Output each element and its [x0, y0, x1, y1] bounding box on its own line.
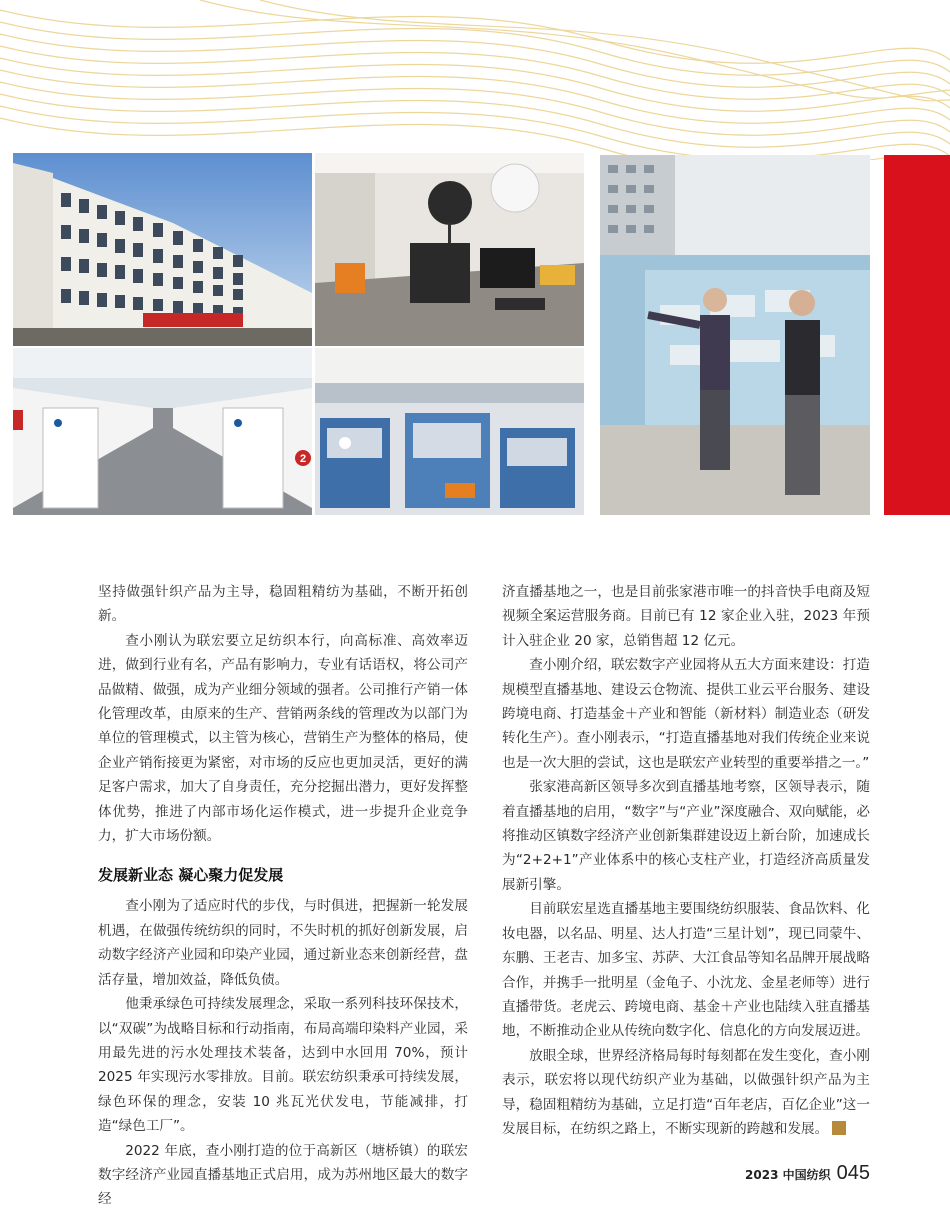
- paragraph-text: 查小刚认为联宏要立足纺织本行，向高标准、高效率迈进，做到行业有名，产品有影响力，专业有话语权，将公司产品做精、做强，成为产业细分领域的强者。公司推行产销一体化管理改革，由原来的生产、营销两条线的管理改为以部门为单位的管理模式，以主管为核心，营销生产为整体的格局，使企业产销衔接更为紧密，对市场的反应也更加灵活，更好的满足客户需求，加大了自身责任，充分挖掘出潜力，更好发挥整体优势，推进了内部市场化运作模式，进一步提升企业竞争力，扩大市场份额。: [98, 632, 468, 845]
- office-building-photo: [13, 153, 312, 346]
- left-text-column: [98, 580, 468, 1212]
- paragraph: [502, 1044, 870, 1142]
- page-number: 045: [836, 1162, 870, 1184]
- paragraph-text: 查小刚介绍，联宏数字产业园将从五大方面来建设：打造规模型直播基地、建设云仓物流、提供工业云平台服务、建设跨境电商、打造基金＋产业和智能（新材料）制造业态（研发转化生产）。查小刚表示，“打造直播基地对我们传统企业来说也是一次大胆的尝试，这也是联宏产业转型的重要举措之一。”: [502, 657, 870, 771]
- paragraph-text: 2022 年底，查小刚打造的位于高新区（塘桥镇）的联宏数字经济产业园直播基地正式启用，成为苏州地区最大的数字经: [98, 1142, 468, 1208]
- accent-red-strip: [884, 155, 950, 515]
- paragraph-text: 查小刚为了适应时代的步伐，与时俱进，把握新一轮发展机遇，在做强传统纺织的同时，不失时机的抓好创新发展，启动数字经济产业园和印染产业园，通过新业态来创新经营，盘活存量，增加效益，降低负债。: [98, 898, 468, 988]
- page-footer: [745, 1162, 870, 1185]
- paragraph-text: 他秉承绿色可持续发展理念，采取一系列科技环保技术，以“双碳”为战略目标和行动指南，布局高端印染料产业园，采用最先进的污水处理技术装备，达到中水回用 70%，预计 2025 年实现污水零排放。目前。联宏纺织秉承可持续发展，绿色环保的理念，安装 10 兆瓦光伏发电，节能减排，打造“绿色工厂”。: [98, 996, 468, 1135]
- paragraph: [98, 894, 468, 992]
- right-text-column: [502, 580, 870, 1141]
- paragraph: [98, 580, 468, 629]
- paragraph: [502, 653, 870, 775]
- knitting-workshop-photo: [315, 348, 584, 515]
- planning-board-photo: [600, 155, 870, 515]
- paragraph-text: 济直播基地之一，也是目前张家港市唯一的抖音快手电商及短视频全案运营服务商。目前已有 12 家企业入驻，2023 年预计入驻企业 20 家，总销售超 12 亿元。: [502, 584, 870, 649]
- paragraph-text: 目前联宏星选直播基地主要围绕纺织服装、食品饮料、化妆电器，以名品、明星、达人打造“三星计划”，现已同蒙牛、东鹏、王老吉、加多宝、苏萨、大江食品等知名品牌开展战略合作，并携手一批明星（金龟子、小沈龙、金星老师等）进行直播带货。老虎云、跨境电商、基金＋产业也陆续入驻直播基地，不断推动企业从传统向数字化、信息化的方向发展迈进。: [502, 901, 870, 1040]
- spinning-workshop-photo: [13, 348, 312, 515]
- paragraph: [502, 897, 870, 1043]
- paragraph: [98, 629, 468, 849]
- article-end-mark-icon: [832, 1121, 846, 1135]
- paragraph-text: 放眼全球，世界经济格局每时每刻都在发生变化，查小刚表示，联宏将以现代纺织产业为基础，以做强针织产品为主导，稳固粗精纺为基础，立足打造“百年老店，百亿企业”这一发展目标，在纺织之路上，不断实现新的跨越和发展。: [502, 1047, 870, 1137]
- paragraph-text: 发展新业态 凝心聚力促发展: [98, 866, 284, 885]
- wave-pattern-header: [0, 0, 950, 160]
- paragraph: [502, 775, 870, 897]
- paragraph: [502, 580, 870, 653]
- section-heading: [98, 862, 468, 888]
- journal-name: 2023 中国纺织: [745, 1168, 831, 1182]
- paragraph-text: 坚持做强针织产品为主导，稳固粗精纺为基础，不断开拓创新。: [98, 584, 468, 625]
- paragraph-text: 张家港高新区领导多次到直播基地考察，区领导表示，随着直播基地的启用，“数字”与“产业”深度融合、双向赋能，必将推动区镇数字经济产业创新集群建设迈上新台阶，加速成长为“2+2+1”产业体系中的核心支柱产业，打造经济高质量发展新引擎。: [502, 779, 871, 893]
- photo-badge: 2: [299, 453, 307, 465]
- paragraph: [98, 992, 468, 1138]
- paragraph: [98, 1139, 468, 1212]
- livestream-studio-photo: [315, 153, 584, 346]
